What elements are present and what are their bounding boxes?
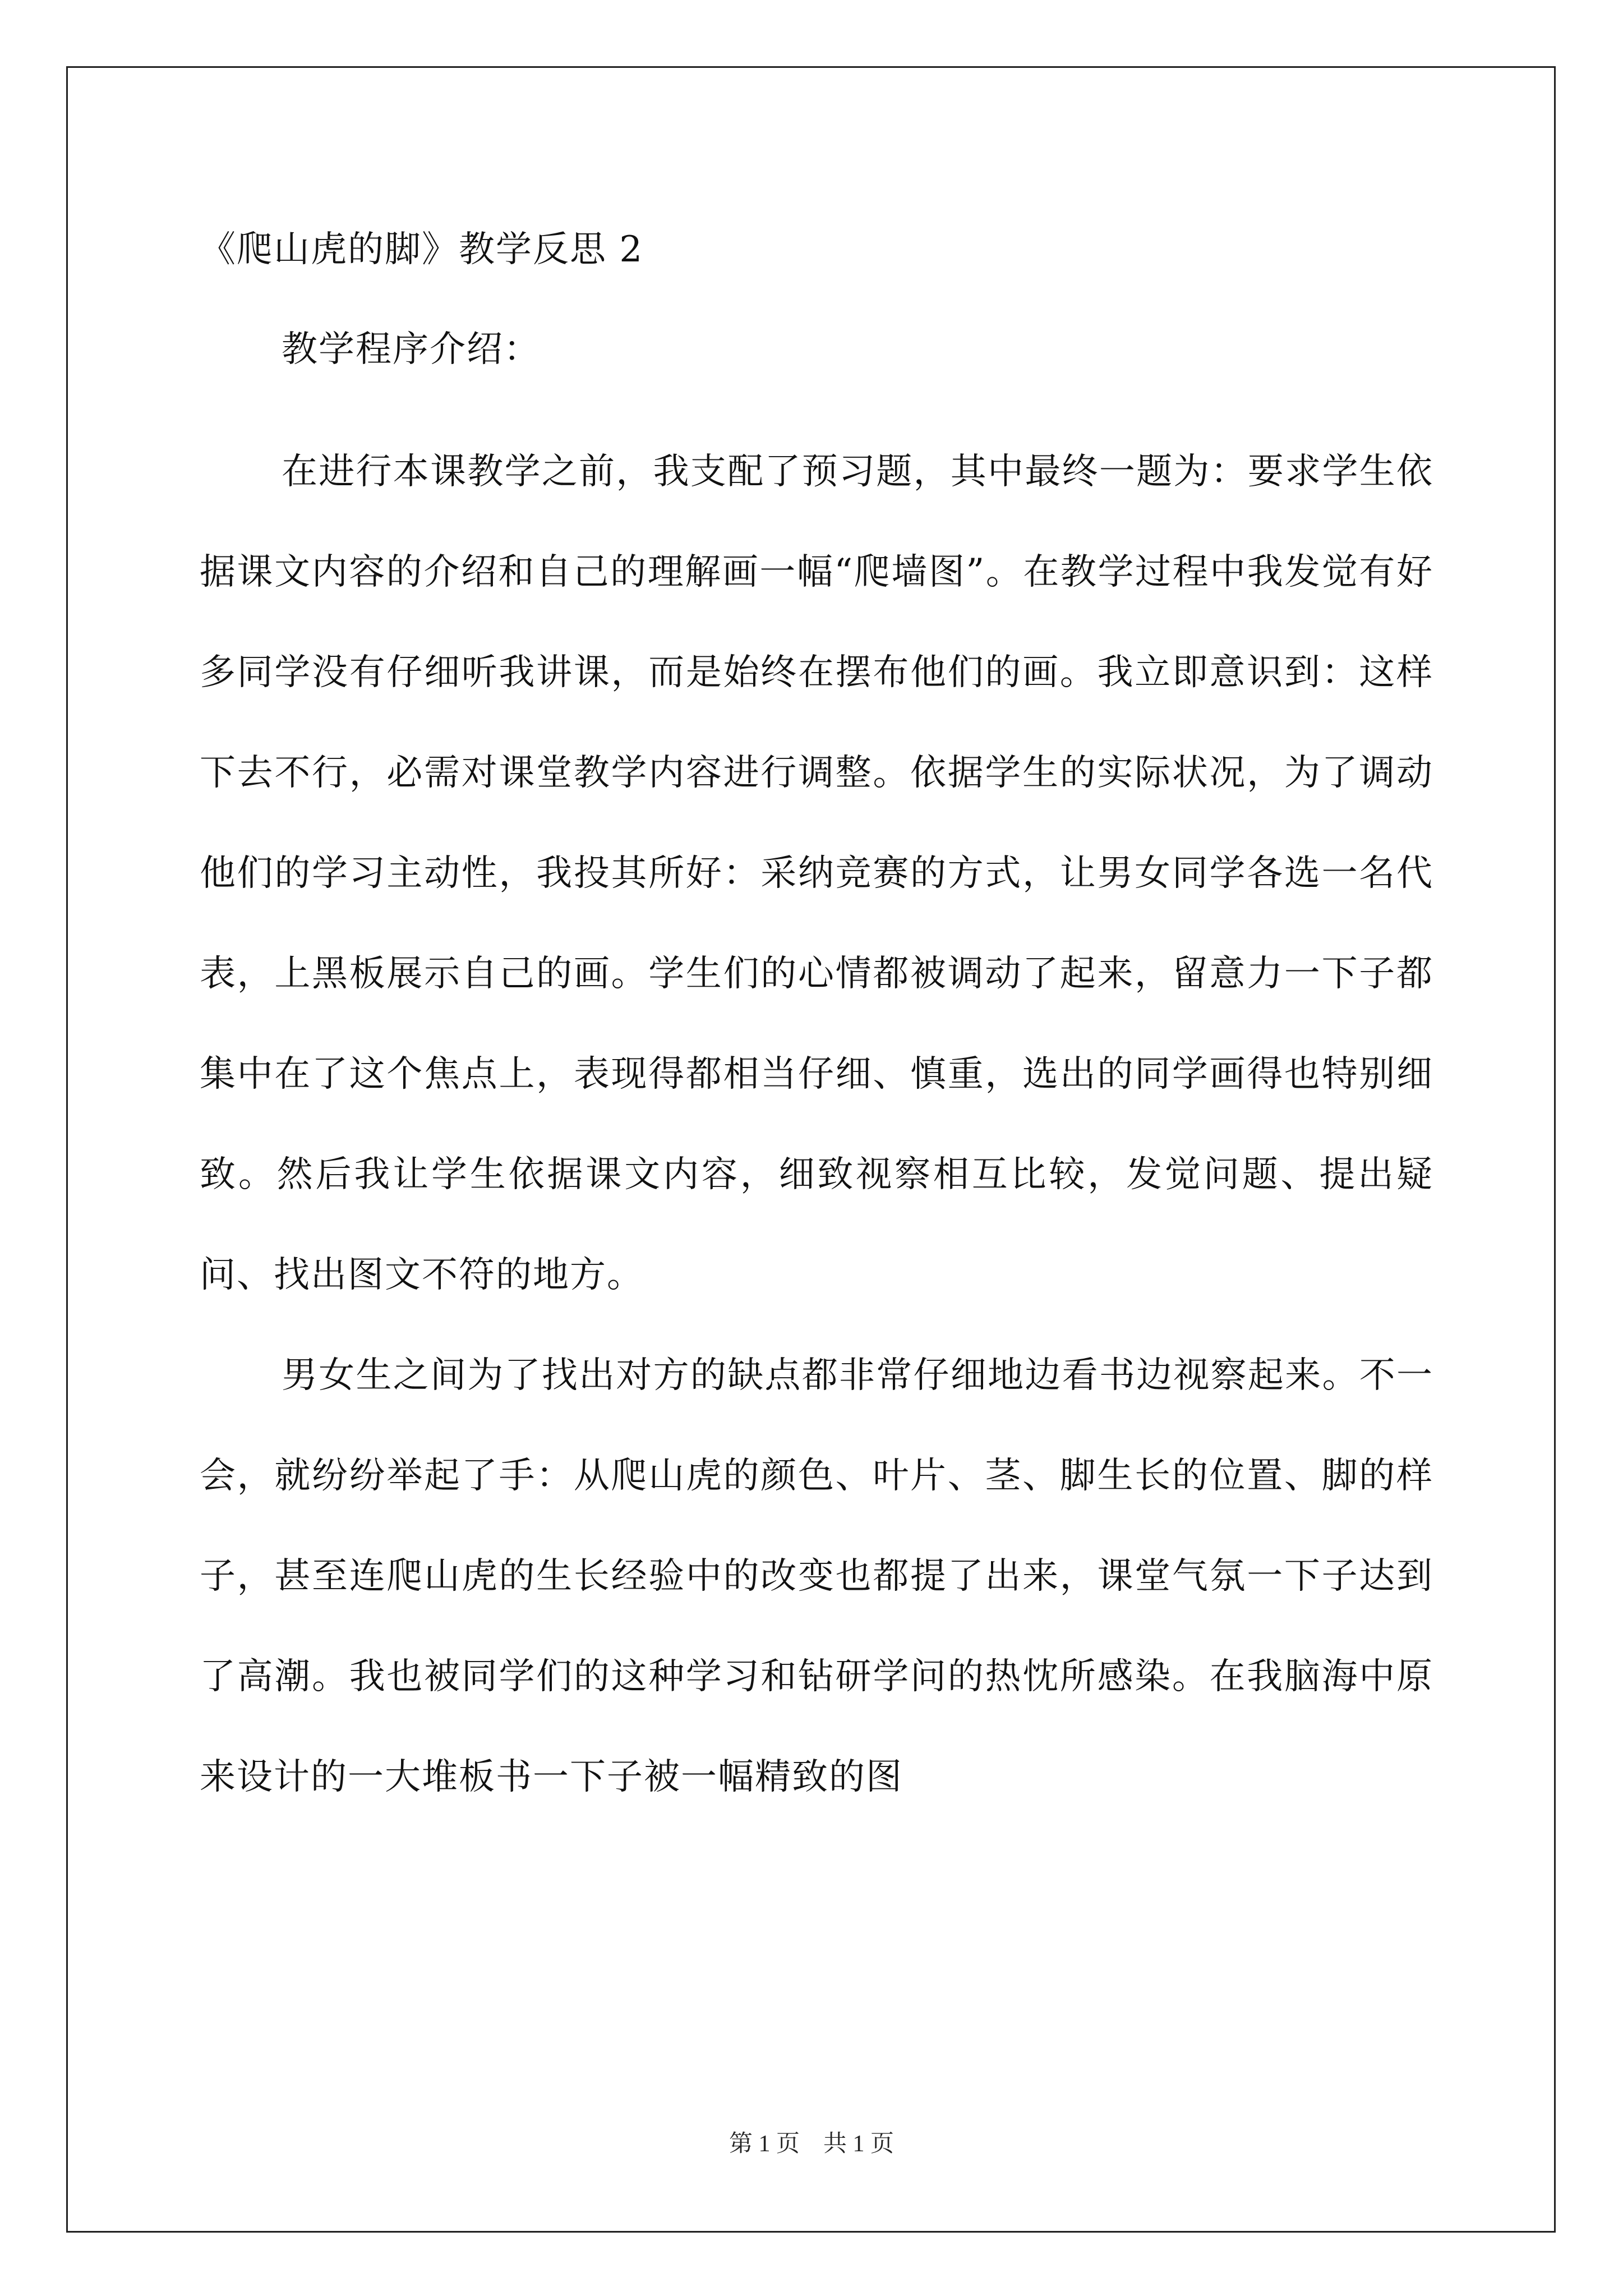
paragraph-body-2: 男女生之间为了找出对方的缺点都非常仔细地边看书边视察起来。不一会，就纷纷举起了手：从爬山虎的颜色、叶片、茎、脚生长的位置、脚的样子，甚至连爬山虎的生长经验中的改变也都提了出来，课堂气氛一下子达到了高潮。我也被同学们的这种学习和钻研学问的热忱所感染。在我脑海中原来设计的一大堆板书一下子被一幅精致的图 <box>200 1355 1433 1798</box>
paragraph-body-1: 在进行本课教学之前，我支配了预习题，其中最终一题为：要求学生依据课文内容的介绍和自己的理解画一幅“爬墙图”。在教学过程中我发觉有好多同学没有仔细听我讲课，而是始终在摆布他们的画。我立即意识到：这样下去不行，必需对课堂教学内容进行调整。依据学生的实际状况，为了调动他们的学习主动性，我投其所好：采纳竞赛的方式，让男女同学各选一名代表，上黑板展示自己的画。学生们的心情都被调动了起来，留意力一下子都集中在了这个焦点上，表现得都相当仔细、慎重，选出的同学画得也特别细致。然后我让学生依据课文内容，细致视察相互比较，发觉问题、提出疑问、找出图文不符的地方。 <box>200 451 1433 1296</box>
document-body <box>200 222 1433 1828</box>
document-title: 《爬山虎的脚》教学反思 2 <box>200 229 644 270</box>
page-number-footer: 第 1 页 共 1 页 <box>728 2131 894 2157</box>
paragraph-intro: 教学程序介绍： <box>282 329 541 370</box>
